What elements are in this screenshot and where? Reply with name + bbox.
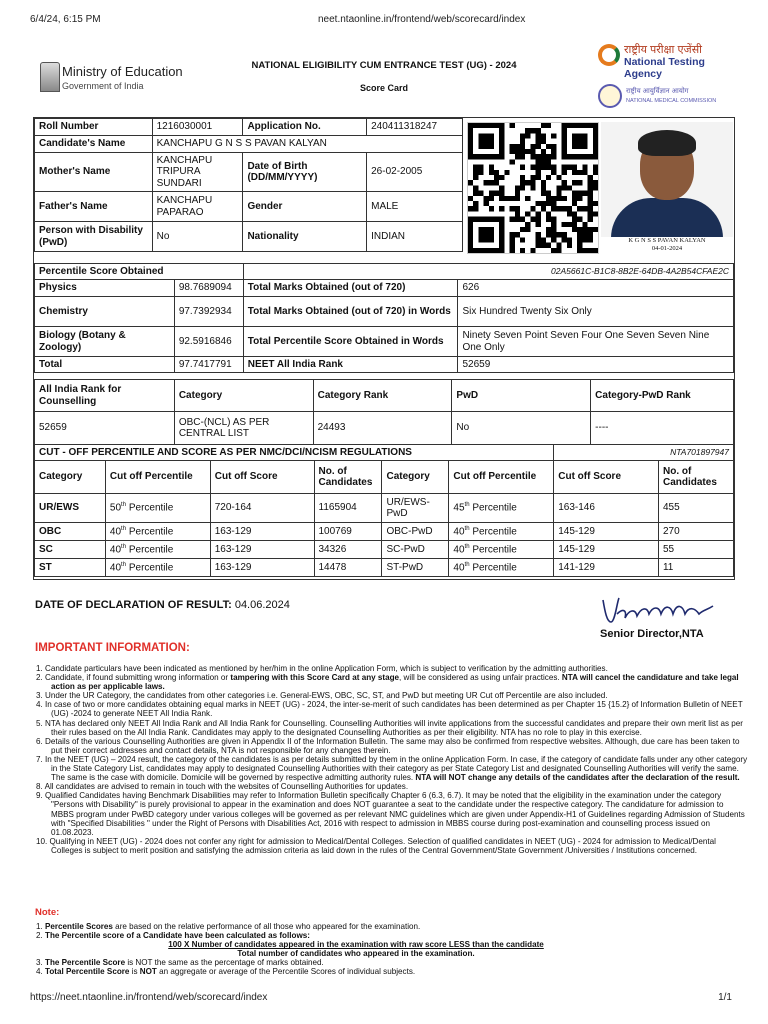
scorecard-hash: 02A5661C-B1C8-8B2E-64DB-4A2B54CFAE2C [243, 264, 733, 280]
physics-label: Physics [35, 280, 175, 297]
percentile-number: 40 [453, 543, 465, 555]
cutoff-row [35, 494, 734, 523]
percentile-word: Percentile [469, 525, 517, 537]
print-url: neet.ntaonline.in/frontend/web/scorecard/index [318, 14, 526, 25]
rule-text: , will be considered as using unfair practices. [399, 673, 562, 683]
note-bold: Total Percentile Score [45, 967, 130, 977]
rule-text: In the NEET (UG) – 2024 result, the category of the candidates is as per details submitted by them in the online Application Form. In case, if the category of candidate falls under any other category in the State Category List, candidates may apply to designated Counselling Authorities with their category as per State Category List and designated Counselling Authorities will verify the same. The same is the case with domicile. Domicile will be governed by respective admitting authority rules. [45, 754, 748, 783]
rule-number: 8. [36, 782, 43, 792]
page-title: NATIONAL ELIGIBILITY CUM ENTRANCE TEST (UG) - 2024 [251, 60, 517, 71]
rule-item [36, 664, 748, 673]
percentile-header: Percentile Score Obtained [35, 264, 244, 280]
cutoff-category: ST [35, 559, 106, 577]
note-text: is NOT the same as the percentage of marks obtained. [125, 958, 324, 968]
percentile-suffix: th [464, 543, 470, 550]
rule-bold: NTA will cancel the candidature and take legal action as per applicable laws. [51, 673, 739, 692]
scores-table [34, 263, 734, 373]
percentile-number: 50 [109, 502, 122, 514]
percentile-word: Percentile [469, 543, 517, 555]
nta-english: National Testing Agency [624, 56, 705, 80]
percentile-word: Percentile [469, 502, 517, 514]
percentile-suffix: th [121, 561, 127, 568]
rule-item [36, 673, 748, 691]
rule-number: 1. [36, 664, 43, 673]
percentile-word: Percentile [126, 561, 174, 573]
rule-number: 4. [36, 700, 43, 710]
footer-page: 1/1 [718, 992, 732, 1003]
cutoff-candidates: 100769 [314, 523, 382, 541]
cutoff-candidates-pwd: 55 [658, 541, 733, 559]
rule-text: In case of two or more candidates obtaining equal marks in NEET (UG) - 2024, the inter-se-merit of such candidates has been determined as per Chapter 15 {15.2} of Information Bulletin of NEET (UG) -2024 to generate NEET All India Rank. [45, 700, 743, 719]
cutoff-score-pwd: 141-129 [554, 559, 659, 577]
declaration-value: 04.06.2024 [231, 599, 290, 611]
cutoff-candidates: 34326 [314, 541, 382, 559]
name-value: KANCHAPU G N S S PAVAN KALYAN [152, 136, 462, 153]
cutoff-row [35, 541, 734, 559]
cutoff-h-score: Cut off Score [210, 461, 314, 494]
rule-number: 2. [36, 673, 43, 683]
print-datetime: 6/4/24, 6:15 PM [30, 14, 101, 25]
note-bold: Percentile Scores [45, 922, 113, 931]
cutoff-percentile [105, 494, 210, 523]
cutoff-h-category: Category [35, 461, 106, 494]
pct-words-label: Total Percentile Score Obtained in Words [243, 327, 458, 357]
note-text: are based on the relative performance of all those who appeared for the examination. [112, 922, 421, 931]
cutoff-percentile-pwd [449, 541, 554, 559]
rank-pwdrank: ---- [591, 412, 734, 445]
percentile-word: Percentile [126, 525, 174, 537]
dob-label: Date of Birth (DD/MM/YYYY) [243, 153, 367, 192]
cutoff-score: 163-129 [210, 541, 314, 559]
percentile-number: 40 [109, 561, 122, 573]
rule-number: 3. [36, 691, 43, 701]
note-item: 2. The Percentile score of a Candidate have been calculated as follows: [36, 931, 310, 941]
cutoff-score: 163-129 [210, 523, 314, 541]
candidate-photo [601, 122, 733, 254]
mother-label: Mother's Name [35, 153, 153, 192]
signature-image [597, 592, 717, 626]
rule-bold: NTA will NOT change any details of the candidates after the declaration of the result. [415, 773, 740, 783]
important-title: IMPORTANT INFORMATION: [35, 642, 190, 654]
pwd-label: Person with Disability (PwD) [35, 222, 153, 252]
qr-code-image [468, 123, 598, 253]
rule-text: Qualifying in NEET (UG) - 2024 does not confer any right for admission to Medical/Dental Colleges. Selection of qualified candidates in NEET (UG) - 2024 for admission to Medical/Dental Colleges is subject to merit position and satisfying the admission criteria as laid down in the rules of the Central Government/State Government /Universities / Institutions concerned. [49, 836, 716, 855]
page-subtitle: Score Card [359, 83, 409, 93]
nmc-english: NATIONAL MEDICAL COMMISSION [626, 98, 717, 104]
note-text: is [129, 967, 140, 977]
nmc-hindi: राष्ट्रीय आयुर्विज्ञान आयोग [626, 88, 689, 95]
cutoff-percentile-pwd [449, 494, 554, 523]
cutoff-candidates: 1165904 [314, 494, 382, 523]
photo-caption-date: 04-01-2024 [651, 245, 683, 252]
roll-value: 1216030001 [152, 119, 243, 136]
signature [597, 592, 717, 626]
percentile-number: 40 [453, 561, 465, 573]
footer-url: https://neet.ntaonline.in/frontend/web/scorecard/index [30, 992, 268, 1003]
total-label: Total [35, 357, 175, 373]
cutoff-category-pwd: UR/EWS-PwD [382, 494, 449, 523]
app-value: 240411318247 [367, 119, 463, 136]
cutoff-candidates: 14478 [314, 559, 382, 577]
father-label: Father's Name [35, 192, 153, 222]
rule-number: 5. [36, 718, 43, 728]
photo-caption-name: K G N S S PAVAN KALYAN [628, 237, 706, 244]
cutoff-h-category: Category [382, 461, 449, 494]
mother-value: KANCHAPU TRIPURA SUNDARI [152, 153, 243, 192]
percentile-suffix: th [121, 543, 127, 550]
percentile-word: Percentile [126, 502, 174, 514]
rank-catrank: 24493 [313, 412, 452, 445]
formula-denominator: Total number of candidates who appeared in the examination. [237, 949, 475, 959]
percentile-suffix: th [464, 502, 470, 509]
rank-h-air: All India Rank for Counselling [35, 380, 175, 412]
marks-value: 626 [458, 280, 734, 297]
formula-numerator: 100 X Number of candidates appeared in the examination with raw score LESS than the candidate [168, 940, 544, 950]
percentile-number: 40 [109, 543, 122, 555]
percentile-word: Percentile [469, 561, 517, 573]
percentile-suffix: th [121, 502, 127, 509]
rank-h-category: Category [174, 380, 313, 412]
nationality-value: INDIAN [367, 222, 463, 252]
photo-hair [638, 130, 696, 156]
rule-item [36, 837, 748, 855]
formula [36, 940, 676, 958]
rule-item [36, 719, 748, 737]
note-bold: NOT [139, 967, 157, 977]
total-value: 97.7417791 [174, 357, 243, 373]
pct-words-value: Ninety Seven Point Seven Four One Seven Seven Nine One Only [458, 327, 734, 357]
marks-words-label: Total Marks Obtained (out of 720) in Words [243, 297, 458, 327]
cutoff-candidates-pwd: 11 [658, 559, 733, 577]
rank-table [34, 379, 734, 445]
cutoff-h-percentile: Cut off Percentile [449, 461, 554, 494]
percentile-suffix: th [464, 561, 470, 568]
physics-value: 98.7689094 [174, 280, 243, 297]
nationality-label: Nationality [243, 222, 367, 252]
important-list [36, 664, 748, 855]
ministry-name: Ministry of Education [62, 64, 183, 79]
marks-label: Total Marks Obtained (out of 720) [243, 280, 458, 297]
percentile-word: Percentile [126, 543, 174, 555]
nta-check-icon [598, 44, 620, 66]
cutoff-score-pwd: 145-129 [554, 541, 659, 559]
gender-value: MALE [367, 192, 463, 222]
ministry-sub: Government of India [62, 81, 144, 91]
cutoff-percentile-pwd [449, 523, 554, 541]
rank-category: OBC-(NCL) AS PER CENTRAL LIST [174, 412, 313, 445]
rank-h-pwdrank: Category-PwD Rank [591, 380, 734, 412]
note-title: Note: [35, 907, 60, 918]
qr-code [467, 122, 599, 254]
rule-item [36, 791, 748, 836]
percentile-number: 40 [453, 525, 465, 537]
note-bold: The Percentile Score [45, 958, 126, 968]
roll-label: Roll Number [35, 119, 153, 136]
father-value: KANCHAPU PAPARAO [152, 192, 243, 222]
biology-label: Biology (Botany & Zoology) [35, 327, 175, 357]
rule-item [36, 782, 748, 791]
cutoff-h-candidates: No. of Candidates [314, 461, 382, 494]
cutoff-category-pwd: ST-PwD [382, 559, 449, 577]
nta-logo [598, 42, 738, 80]
cutoff-row [35, 523, 734, 541]
cutoff-h-candidates: No. of Candidates [658, 461, 733, 494]
rule-item [36, 691, 748, 700]
declaration-date [35, 599, 290, 611]
cutoff-h-percentile: Cut off Percentile [105, 461, 210, 494]
marks-words-value: Six Hundred Twenty Six Only [458, 297, 734, 327]
percentile-number: 45 [453, 502, 465, 514]
note-list [36, 922, 676, 977]
note-item: 3. The Percentile Score is NOT the same as the percentage of marks obtained. [36, 958, 324, 968]
cutoff-score: 720-164 [210, 494, 314, 523]
rule-item [36, 737, 748, 755]
cutoff-category-pwd: SC-PwD [382, 541, 449, 559]
cutoff-table [34, 444, 734, 577]
cutoff-score-pwd: 163-146 [554, 494, 659, 523]
cutoff-code: NTA701897947 [554, 445, 734, 461]
cutoff-candidates-pwd: 270 [658, 523, 733, 541]
air-label: NEET All India Rank [243, 357, 458, 373]
air-value: 52659 [458, 357, 734, 373]
rule-number: 7. [36, 754, 43, 764]
declaration-label: DATE OF DECLARATION OF RESULT: [35, 599, 232, 611]
cutoff-category-pwd: OBC-PwD [382, 523, 449, 541]
cutoff-percentile [105, 523, 210, 541]
photo-caption [601, 237, 733, 254]
cutoff-category: SC [35, 541, 106, 559]
note-item: 4. Total Percentile Score is NOT an aggregate or average of the Percentile Scores of individual subjects. [36, 967, 416, 977]
percentile-suffix: th [464, 525, 470, 532]
gender-label: Gender [243, 192, 367, 222]
note-text: an aggregate or average of the Percentile Scores of individual subjects. [156, 967, 416, 977]
rule-text: Candidate particulars have been indicated as mentioned by her/him in the online Application Form, which is subject to verification by the admitting authorities. [45, 664, 608, 673]
note-item: 1. Percentile Scores are based on the relative performance of all those who appeared for the examination. [36, 922, 421, 931]
rule-text: Under the UR Category, the candidates from other categories i.e. General-EWS, OBC, SC, ST, and PwD but meeting UR Cut off Percentile are also included. [45, 691, 608, 701]
cutoff-score-pwd: 145-129 [554, 523, 659, 541]
name-label: Candidate's Name [35, 136, 153, 153]
rule-number: 9. [36, 791, 43, 801]
nta-hindi: राष्ट्रीय परीक्षा एजेंसी [624, 44, 702, 56]
dob-value: 26-02-2005 [367, 153, 463, 192]
pwd-value: No [152, 222, 243, 252]
rule-number: 10. [36, 836, 48, 846]
cutoff-score: 163-129 [210, 559, 314, 577]
cutoff-category: OBC [35, 523, 106, 541]
rule-item [36, 700, 748, 718]
nmc-logo [598, 84, 738, 110]
rank-air: 52659 [35, 412, 175, 445]
note-bold: The Percentile score of a Candidate have been calculated as follows: [45, 931, 310, 941]
cutoff-percentile [105, 559, 210, 577]
rule-text: Candidate, if found submitting wrong information or [45, 673, 231, 683]
rule-text: Qualified Candidates having Benchmark Disabilities may refer to Information Bulletin specifically Chapter 6 (6.3, 6.7). It may be noted that the eligibility in the examination under the category "Persons with Disability" is purely provisional to appear in the examination and does NOT guarantee a seat to the candidate under the respective category. The candidature for admission to MBBS program under PwBD category under various colleges will be governed as per relevant NMC guidelines which are given under Appendix-H1 of Guidelines regarding Admission of Students with "Specified Disabilities " under the Right of Persons with Disabilities Act, 2016 with respect to admission in MBBS course during post-examination and counselling process issued on 01.08.2023. [45, 791, 745, 837]
biology-value: 92.5916846 [174, 327, 243, 357]
cutoff-candidates-pwd: 455 [658, 494, 733, 523]
rule-text: All candidates are advised to remain in touch with the websites of Counselling Authorities for updates. [44, 782, 409, 792]
app-label: Application No. [243, 119, 367, 136]
rule-text: Details of the various Counselling Authorities are given in Appendix II of the Information Bulletin. The same may also be confirmed from respective websites. Although, due care has been taken to put their correct addresses and contact details, NTA is not responsible for any changes therein. [45, 736, 740, 755]
photo-shirt [611, 198, 723, 238]
cutoff-h-score: Cut off Score [554, 461, 659, 494]
chemistry-value: 97.7392934 [174, 297, 243, 327]
candidate-details-table [34, 118, 463, 252]
cutoff-percentile [105, 541, 210, 559]
cutoff-category: UR/EWS [35, 494, 106, 523]
rule-bold: tampering with this Score Card at any stage [230, 673, 400, 683]
percentile-number: 40 [109, 525, 122, 537]
signatory-title: Senior Director,NTA [600, 628, 704, 640]
rank-h-pwd: PwD [452, 380, 591, 412]
cutoff-title: CUT - OFF PERCENTILE AND SCORE AS PER NMC/DCI/NCISM REGULATIONS [35, 445, 554, 461]
rule-text: NTA has declared only NEET All India Rank and All India Rank for Counselling. Counselling Authorities will invite applications from the successful candidates and prepare their own merit list as per their rules based on the All India Rank. Candidates may apply to the designated Counselling Authorities as per their eligibility. NTA has no role to play in this exercise. [45, 718, 743, 737]
cutoff-percentile-pwd [449, 559, 554, 577]
cutoff-row [35, 559, 734, 577]
rule-item [36, 755, 748, 782]
rank-h-catrank: Category Rank [313, 380, 452, 412]
nmc-emblem-icon [598, 84, 622, 108]
chemistry-label: Chemistry [35, 297, 175, 327]
percentile-suffix: th [121, 525, 127, 532]
rule-number: 6. [36, 736, 43, 746]
rank-pwd: No [452, 412, 591, 445]
